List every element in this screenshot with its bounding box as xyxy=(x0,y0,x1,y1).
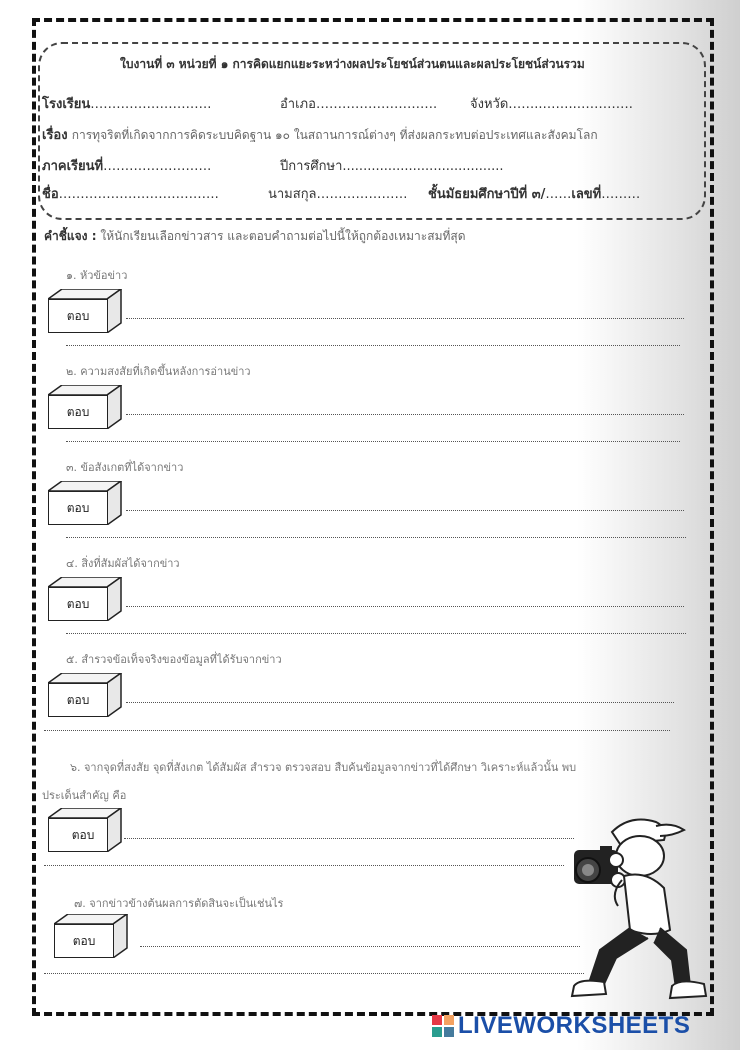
answer-label: ตอบ xyxy=(48,491,108,525)
instruction-label: คำชี้แจง : xyxy=(44,229,97,243)
answer-box-7 xyxy=(54,914,128,958)
answer-line-5[interactable] xyxy=(126,702,674,703)
province-field: จังหวัด……..……..…………. xyxy=(470,97,633,112)
box-side-face xyxy=(107,481,122,525)
district-label: อำเภอ xyxy=(280,97,316,112)
surname-field: นามสกุล………………… xyxy=(268,187,408,202)
photographer-cartoon-icon xyxy=(560,810,720,1015)
semester-field: ภาคเรียนที่……………………. xyxy=(42,159,212,174)
answer-line-7b[interactable] xyxy=(44,973,584,974)
topic-field xyxy=(42,129,598,142)
liveworksheets-logo[interactable]: LIVEWORKSHEETS xyxy=(458,1012,691,1039)
answer-line-7[interactable] xyxy=(140,946,580,947)
box-side-face xyxy=(107,385,122,429)
answer-label: ตอบ xyxy=(48,587,108,621)
answer-box-5 xyxy=(48,673,122,717)
answer-line-6b[interactable] xyxy=(44,865,564,866)
box-side-face xyxy=(107,673,122,717)
topic-text: การทุจริตที่เกิดจากการคิดระบบคิดฐาน ๑๐ ในสถานการณ์ต่างๆ ที่ส่งผลกระทบต่อประเทศและสังคมโลก xyxy=(71,128,598,142)
box-side-face xyxy=(107,808,122,852)
question-7: ๗. จากข่าวข้างต้นผลการตัดสินจะเป็นเช่นไร xyxy=(74,897,284,910)
box-side-face xyxy=(113,914,128,958)
answer-box-2 xyxy=(48,385,122,429)
answer-line-5b[interactable] xyxy=(44,730,670,731)
liveworksheets-logo-icon xyxy=(432,1015,454,1037)
grade-label: ชั้นมัธยมศึกษาปีที่ ๓/ xyxy=(428,187,546,202)
province-label: จังหวัด xyxy=(470,97,509,112)
district-field: อำเภอ………………………. xyxy=(280,97,438,112)
answer-line-3b[interactable] xyxy=(66,537,686,538)
name-field: ชื่อ………………………………. xyxy=(42,187,219,202)
number-label: เลขที่ xyxy=(571,187,602,202)
school-field: โรงเรียน………………………. xyxy=(42,97,212,112)
answer-label: ตอบ xyxy=(48,299,108,333)
answer-box-6 xyxy=(48,808,122,852)
instruction xyxy=(44,230,466,242)
answer-box-3 xyxy=(48,481,122,525)
answer-line-6[interactable] xyxy=(124,838,574,839)
answer-line-1[interactable] xyxy=(126,318,684,319)
answer-line-1b[interactable] xyxy=(66,345,680,346)
question-6: ๖. จากจุดที่สงสัย จุดที่สังเกต ได้สัมผัส สำรวจ ตรวจสอบ สืบค้นข้อมูลจากข่าวที่ได้ศึกษา วิเคราะห์แล้วนั้น พบ xyxy=(70,761,577,774)
answer-box-4 xyxy=(48,577,122,621)
answer-label: ตอบ xyxy=(48,818,108,852)
question-3: ๓. ข้อสังเกตที่ได้จากข่าว xyxy=(66,461,184,474)
topic-label: เรื่อง xyxy=(42,128,68,143)
surname-label: นามสกุล xyxy=(268,187,317,202)
semester-label: ภาคเรียนที่ xyxy=(42,159,104,174)
question-5: ๕. สำรวจข้อเท็จจริงของข้อมูลที่ได้รับจากข่าว xyxy=(66,653,282,666)
box-side-face xyxy=(107,577,122,621)
name-label: ชื่อ xyxy=(42,187,59,202)
box-side-face xyxy=(107,289,122,333)
question-6-cont: ประเด็นสำคัญ คือ xyxy=(42,789,127,802)
answer-line-2[interactable] xyxy=(126,414,684,415)
answer-line-4[interactable] xyxy=(126,606,684,607)
question-4: ๔. สิ่งที่สัมผัสได้จากข่าว xyxy=(66,557,180,570)
answer-line-3[interactable] xyxy=(126,510,684,511)
answer-label: ตอบ xyxy=(54,924,114,958)
answer-box-1 xyxy=(48,289,122,333)
answer-label: ตอบ xyxy=(48,395,108,429)
year-label: ปีการศึกษา xyxy=(280,159,343,174)
school-label: โรงเรียน xyxy=(42,97,91,112)
grade-field: ชั้นมัธยมศึกษาปีที่ ๓/……เลขที่……… xyxy=(428,187,641,202)
question-1: ๑. หัวข้อข่าว xyxy=(66,269,128,282)
answer-label: ตอบ xyxy=(48,683,108,717)
answer-line-2b[interactable] xyxy=(66,441,680,442)
worksheet-title: ใบงานที่ ๓ หน่วยที่ ๑ การคิดแยกแยะระหว่างผลประโยชน์ส่วนตนและผลประโยชน์ส่วนรวม xyxy=(120,57,585,71)
question-2: ๒. ความสงสัยที่เกิดขึ้นหลังการอ่านข่าว xyxy=(66,365,251,378)
instruction-text: ให้นักเรียนเลือกข่าวสาร และตอบคำถามต่อไปนี้ให้ถูกต้องเหมาะสมที่สุด xyxy=(100,229,466,243)
year-field: ปีการศึกษา....................................... xyxy=(280,159,504,174)
answer-line-4b[interactable] xyxy=(66,633,686,634)
